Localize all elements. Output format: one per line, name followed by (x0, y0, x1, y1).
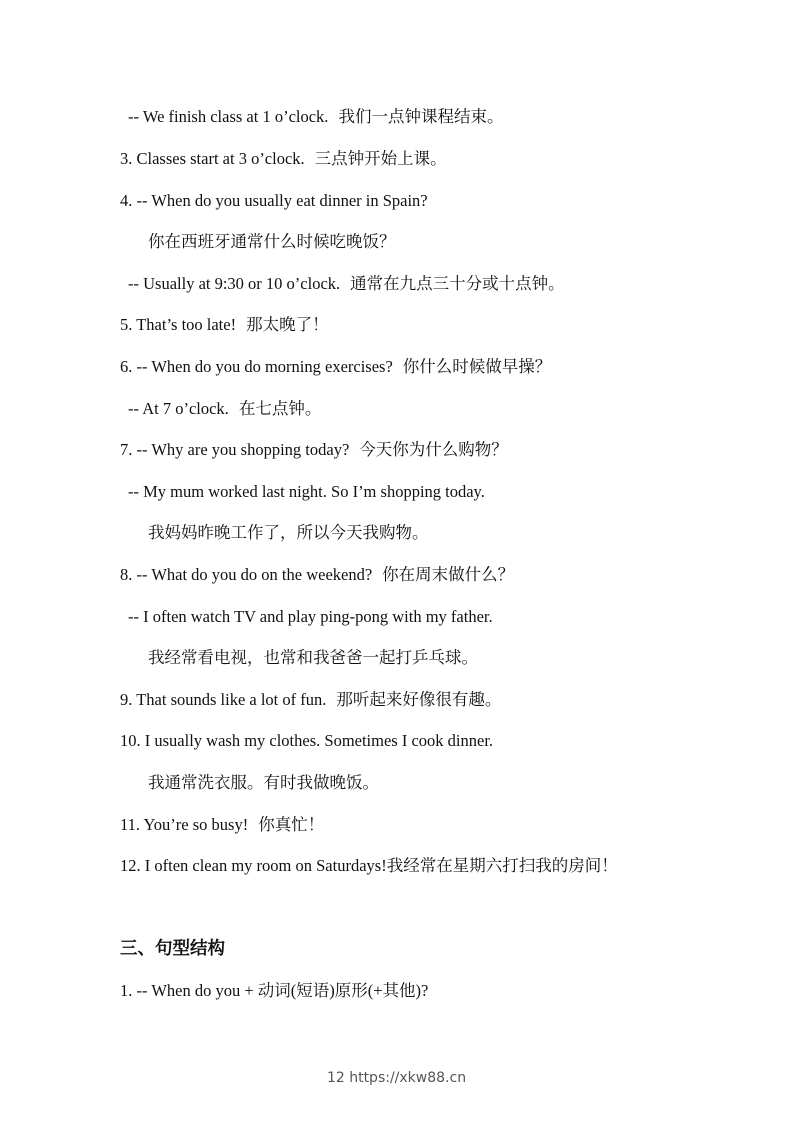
text-line: -- My mum worked last night. So I’m shopping today. (128, 482, 485, 501)
text-line: 我妈妈昨晚工作了，所以今天我购物。 (148, 523, 429, 542)
text-line: -- Usually at 9:30 or 10 o’clock. 通常在九点三十分或十点钟。 (128, 274, 565, 293)
text-line: 3. Classes start at 3 o’clock. 三点钟开始上课。 (120, 149, 447, 168)
text-line: 11. You’re so busy! 你真忙！ (120, 815, 325, 834)
text-line: 我通常洗衣服。有时我做晚饭。 (148, 773, 379, 792)
text-line: 8. -- What do you do on the weekend? 你在周末做什么？ (120, 565, 515, 584)
text-line: -- At 7 o’clock. 在七点钟。 (128, 399, 322, 418)
pattern-line: 1. -- When do you + 动词(短语)原形(+其他)? (120, 981, 429, 1000)
text-line: 我经常看电视，也常和我爸爸一起打乒乓球。 (148, 648, 478, 667)
text-line: -- I often watch TV and play ping-pong with my father. (128, 607, 493, 626)
page-footer: 12 https://xkw88.cn (326, 1070, 467, 1086)
text-line: 7. -- Why are you shopping today? 今天你为什么购物？ (120, 440, 508, 459)
text-line: 12. I often clean my room on Saturdays!我经常在星期六打扫我的房间！ (120, 856, 618, 875)
section-heading: 三、句型结构 (120, 939, 225, 959)
text-line: -- We finish class at 1 o’clock. 我们一点钟课程结束。 (128, 107, 504, 126)
text-line: 9. That sounds like a lot of fun. 那听起来好像很有趣。 (120, 690, 502, 709)
text-line: 10. I usually wash my clothes. Sometimes I cook dinner. (120, 731, 494, 750)
text-line: 5. That’s too late! 那太晚了！ (120, 315, 329, 334)
text-line: 6. -- When do you do morning exercises? 你什么时候做早操？ (120, 357, 552, 376)
text-line: 你在西班牙通常什么时候吃晚饭？ (148, 232, 396, 251)
text-line: 4. -- When do you usually eat dinner in Spain? (120, 191, 428, 210)
